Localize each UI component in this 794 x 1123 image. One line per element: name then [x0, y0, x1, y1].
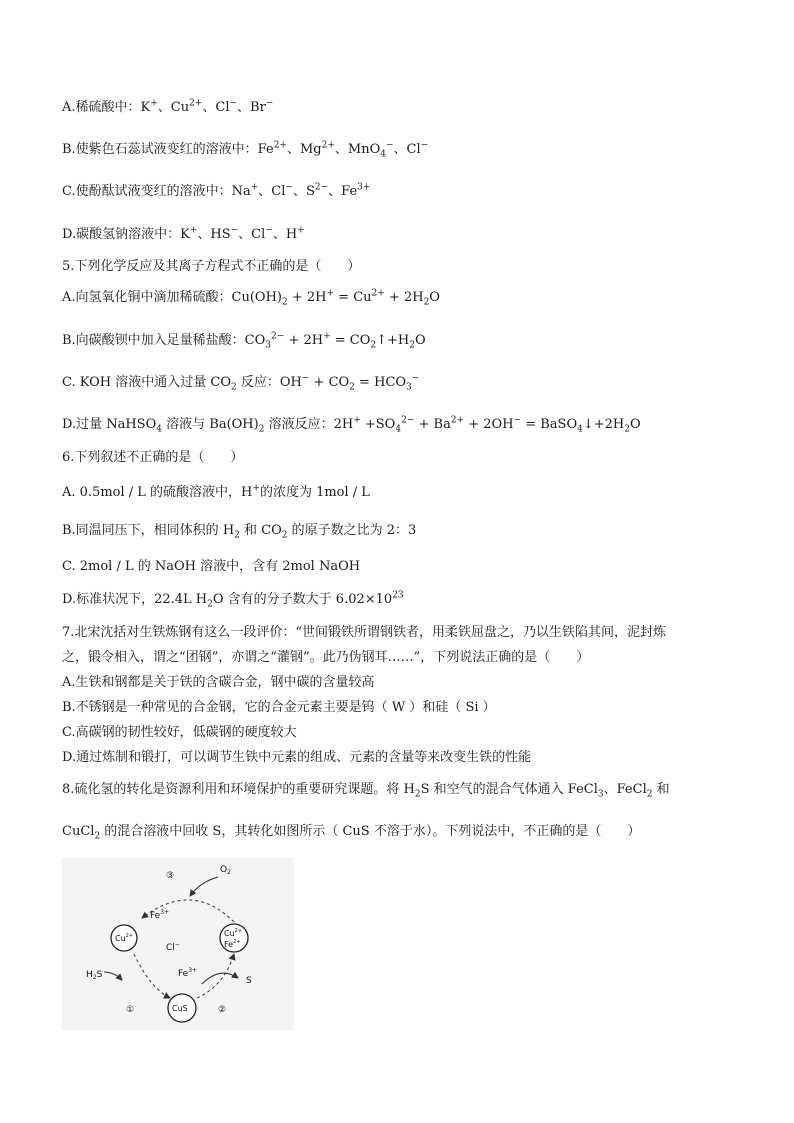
q6-stem: 6.下列叙述不正确的是（ ）	[62, 450, 244, 465]
cu2-right-label: $Cu^{2+}$	[224, 928, 243, 938]
q7-stem-line1: 7.北宋沈括对生铁炼钢有这么一段评价：“世间锻铁所谓钢铁者，用柔铁屈盘之，乃以生铁陷其间，泥封炼	[62, 625, 667, 640]
h2s-conversion-diagram	[62, 858, 294, 1030]
q6-option-a: A. 0.5mol / L 的硫酸溶液中，H+的浓度为 1mol / L	[62, 483, 370, 500]
chloride-label: Cl−	[166, 941, 180, 953]
cus-label: CuS	[172, 1004, 188, 1013]
fe3-top-label: $Fe^{3+}$	[150, 909, 170, 921]
q7-option-d: D.通过炼制和锻打，可以调节生铁中元素的组成、元素的含量等来改变生铁的性能	[62, 750, 532, 765]
s-product-label: S	[246, 976, 252, 986]
q4-option-b: B.使紫色石蕊试液变红的溶液中：$Fe^{2+}$、$Mg^{2+}$、MnO$_4$−、Cl−	[62, 140, 429, 160]
step3-label: ③	[166, 871, 175, 881]
q4-option-d: D.碳酸氢钠溶液中：K+、HS−、Cl−、H+	[62, 225, 305, 242]
q7-option-c: C.高碳钢的韧性较好，低碳钢的硬度较大	[62, 725, 297, 740]
o2-label: $O_2$	[220, 865, 231, 876]
q5-stem: 5.下列化学反应及其离子方程式不正确的是（ ）	[62, 259, 361, 274]
q5-option-b: B.向碳酸钡中加入足量稀盐酸：$CO_3^{2-} + 2H^+$ = $CO_2↑+H_2O$	[62, 331, 426, 351]
q5-option-c: C. KOH 溶液中通入过量 $CO_2$ 反应：$OH^- + CO_2 = HCO_3^-$	[62, 373, 420, 393]
q8-stem-line2: CuCl$_2$ 的混合溶液中回收 S，其转化如图所示（ CuS 不溶于水）。下列说法中，不正确的是（ ）	[62, 824, 641, 842]
q8-stem-line1: 8.硫化氢的转化是资源利用和环境保护的重要研究课题。将 $H_2S$ 和空气的混合气体通入 FeCl$_3$、FeCl$_2$ 和	[62, 782, 670, 800]
q7-option-a: A.生铁和钢都是关于铁的含碳合金，钢中碳的含量较高	[62, 675, 375, 690]
step2-label: ②	[218, 1005, 227, 1015]
q6-option-c: C. 2mol / L 的 NaOH 溶液中，含有 2mol NaOH	[62, 559, 361, 574]
q6-option-b: B.同温同压下，相同体积的 $H_2$ 和 $CO_2$ 的原子数之比为 2：3	[62, 523, 417, 541]
fe2-right-label: $Fe^{2+}$	[224, 939, 241, 949]
q7-stem-line2: 之，锻令相入，谓之“团钢”，亦谓之“灌钢”。此乃伪钢耳……”，下列说法正确的是（ ）	[62, 650, 590, 665]
q7-option-b: B.不锈钢是一种常见的合金钢，它的合金元素主要是钨（ W ）和硅（ Si ）	[62, 700, 496, 715]
fe3-mid-label: $Fe^{3+}$	[178, 967, 198, 979]
step1-label: ①	[126, 1005, 135, 1015]
q5-option-d: D.过量 NaHSO$_4$ 溶液与 $Ba(OH)_2$ 溶液反应：$2H^+ +SO_4^{2-} + Ba^{2+} + 2OH^-$ = $BaSO_4↓+2H_2O$	[62, 415, 641, 435]
q5-option-a: A.向氢氧化铜中滴加稀硫酸：$Cu(OH)_2 + 2H^+ = Cu^{2+} + 2H_2O$	[62, 288, 440, 308]
cu2-left-label: $Cu^{2+}$	[115, 933, 134, 943]
q4-option-c: C.使酚酞试液变红的溶液中：Na+、Cl−、$S^{2-}$、$Fe^{3+}$	[62, 182, 371, 199]
q4-option-a: A.稀硫酸中：K+、$Cu^{2+}$、Cl−、Br−	[62, 98, 274, 115]
q6-option-d: D.标准状况下，22.4L $H_2O$ 含有的分子数大于 $6.02\times 10^{23}$	[62, 590, 404, 610]
h2s-label: $H_2S$	[86, 970, 103, 981]
